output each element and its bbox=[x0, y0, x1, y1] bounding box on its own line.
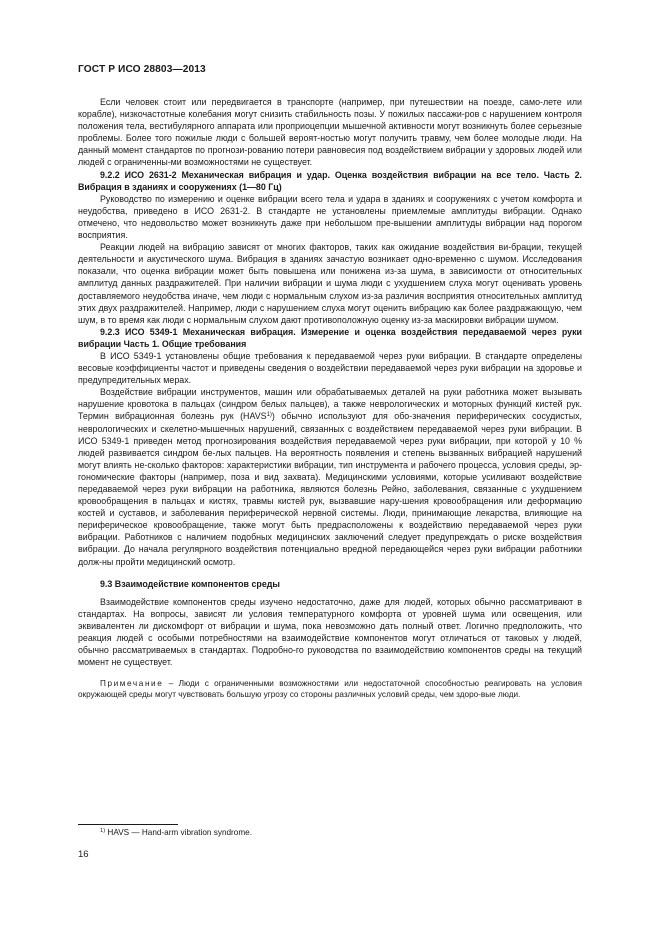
body-text bbox=[78, 96, 582, 700]
footnote-marker: 1) bbox=[100, 828, 106, 834]
paragraph-vibration-reactions: Реакции людей на вибрацию зависят от многих факторов, таких как ожидание воздействия ви-брации, текущей деятельности и акустического шума. Вибрация в зданиях зачастую возникает одно-временно с шумом. Исследования показали, что оценка вибрации может быть повышена или понижена из-за шума, в зависимости от относительных амплитуд данных раздражителей. При наличии вибрации и шума люди с ухудшением слуха могут оценивать уровень доставляемого неудобства иначе, чем люди с нормальным слухом из-за различия восприятия относительных амплитуд этих двух раздражителей. Например, люди с нарушением слуха могут оценить вибрацию как более раздражающую, чем шум, в то время как люди с нормальным слухом дают противоположную оценку из-за маскировки вибрации шумом. bbox=[78, 242, 582, 325]
section-heading-9-3: 9.3 Взаимодействие компонентов среды bbox=[100, 578, 280, 589]
page-number: 16 bbox=[78, 849, 89, 860]
havs-text-after: ) обычно используют для обо-значения периферических сосудистых, неврологических и скелетно-мышечных нарушений, связанных с воздействием передаваемой через руки вибрации. В ИСО 5349-1 приведен метод прогнозирования воздействия передаваемой через руки вибрации, при которой у 10 % людей развивается синдром бе-лых пальцев. На вероятность появления и степень вызванных вибрацией нарушений могут влиять не-сколько факторов: характеристики вибрации, тип инструмента и рабочего процесса, условия среды, эр-гономические факторы (например, поза и вид захвата). Медицинскими условиями, которые усиливают воздействие передаваемой через руки вибрации на работника, являются болезнь Рейно, заболевания, связанные с ухудшением кровообращения в пальцах и кистях, травмы кистей рук, вызвавшие нару-шения кровообращения или деформацию костей и суставов, и заболевания периферической нервной системы. Люди, принимающие лекарства, влияющие на периферическое кровообращение, также могут быть предрасположены к воздействию передаваемой через руки вибрации. Работников с наличием подобных медицинских заключений следует предупреждать о риске воздействия вибрации. До начала регулярного воздействия потенциально вредной передающейся через руки вибрации работники долж-ны пройти медицинский осмотр. bbox=[78, 411, 582, 567]
standard-designation: ГОСТ Р ИСО 28803—2013 bbox=[78, 64, 206, 75]
footnote-reference: 1) bbox=[266, 412, 272, 419]
paragraph-environment-interaction: Взаимодействие компонентов среды изучено недостаточно, даже для людей, которых обычно рассматривают в стандартах. На вопросы, зависят ли условия температурного комфорта от уровней шума или освещения, или эквивалентен ли дискомфорт от вибрации и шума, пока невозможно дать полный ответ. Логично предположить, что реакция людей с особыми потребностями на взаимодействие компонентов могут отличаться от таковых у людей, обычно рассматриваемых в стандартах. Подробно-го руководства по взаимодействию компонентов среды на текущий момент не существует. bbox=[78, 596, 582, 668]
paragraph-havs bbox=[78, 386, 582, 567]
footnote-divider bbox=[78, 824, 178, 825]
paragraph-iso-5349-1: В ИСО 5349-1 установлены общие требования к передаваемой через руки вибрации. В стандарте определены весовые коэффициенты частот и приведены сведения о воздействии передаваемой через руки вибрации на здоровье и предупредительных мерах. bbox=[78, 350, 582, 386]
note-label: Примечание bbox=[100, 679, 164, 689]
section-heading-9-2-2: 9.2.2 ИСО 2631-2 Механическая вибрация и удар. Оценка воздействия вибрации на все тело. Часть 2. Вибрация в зданиях и сооружениях (1—80 Гц) bbox=[78, 169, 582, 192]
note bbox=[78, 678, 582, 700]
footnote bbox=[100, 827, 252, 838]
section-heading-9-2-3: 9.2.3 ИСО 5349-1 Механическая вибрация. Измерение и оценка воздействия передаваемой через руки вибрации Часть 1. Общие требования bbox=[78, 326, 582, 349]
footnote-text: HAVS — Hand-arm vibration syndrome. bbox=[105, 828, 252, 837]
havs-text-before: Воздействие вибрации инструментов, машин или обрабатываемых деталей на руки работника может вызывать нарушение кровотока в пальцах (синдром белых пальцев), а также неврологических и моторных функций кистей рук. Термин вибрационная болезнь рук (HAVS bbox=[78, 387, 582, 422]
paragraph-iso-2631-2: Руководство по измерению и оценке вибрации всего тела и удара в зданиях и сооружениях с учетом комфорта и неудобства, приведено в ИСО 2631-2. В стандарте не установлены приемлемые амплитуды вибрации. Однако отмечено, что недовольство может возникнуть даже при небольшом пре-вышении амплитуды вибрации над порогом восприятия. bbox=[78, 193, 582, 241]
paragraph-posture-stability: Если человек стоит или передвигается в транспорте (например, при путешествии на поезде, само-лете или корабле), низкочастотные колебания могут снизить стабильность позы. У пожилых пассажи-ров с нарушением контроля положения тела, вестибулярного аппарата или проприоцепции мышечной активности могут возникнуть более серьезные проблемы. Более того пожилые люди с большей вероят-ностью могут получить травму, чем более молодые люди. На данный момент стандартов по прогнози-рованию потери равновесия под воздействием вибрации у здоровых людей или людей с ограниченны-ми возможностями не существует. bbox=[78, 97, 582, 168]
note-text: – Люди с ограниченными возможностями или недостаточной способностью реагировать на условия окружающей среды могут чувствовать большую угрозу со стороны различных условий среды, чем здоро-вые люди. bbox=[78, 679, 582, 700]
